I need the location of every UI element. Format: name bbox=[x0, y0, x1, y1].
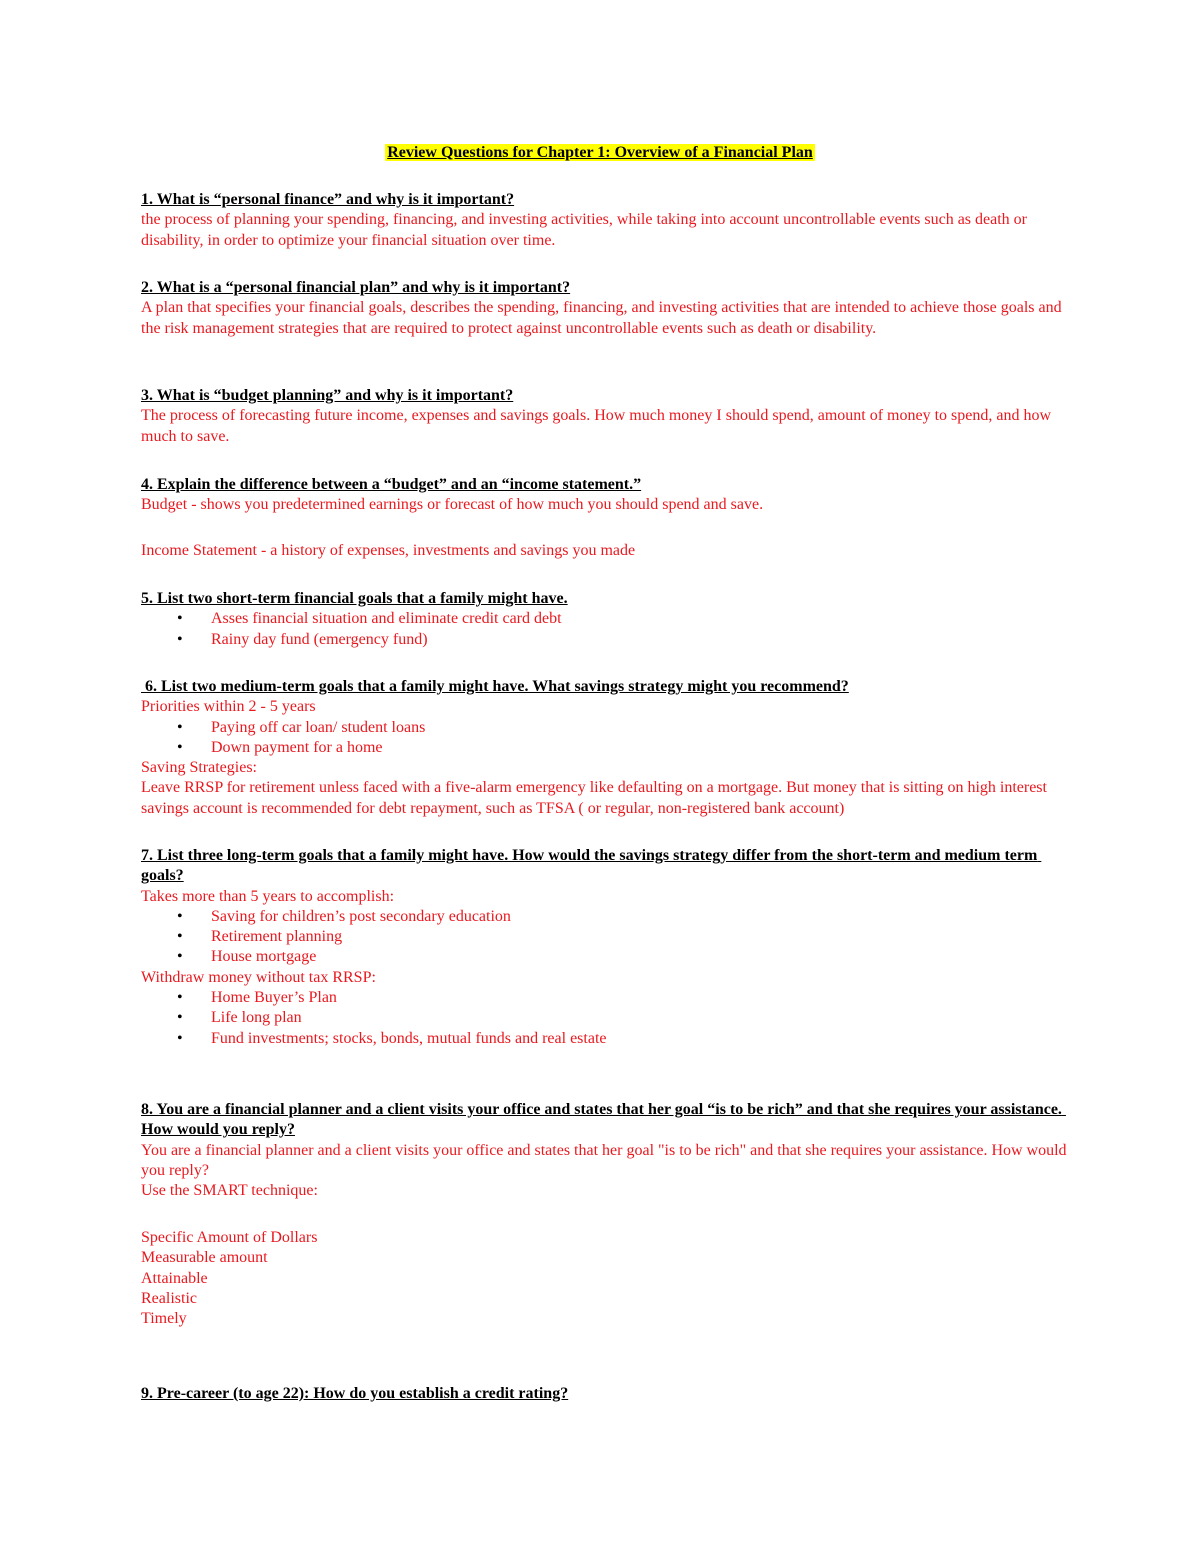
list-item: • Fund investments; stocks, bonds, mutual funds and real estate bbox=[177, 1029, 1071, 1049]
question-3-text: 3. What is “budget planning” and why is it important? bbox=[141, 387, 514, 404]
smart-item: Measurable amount bbox=[141, 1249, 268, 1267]
document-title-text: Review Questions for Chapter 1: Overview of a Financial Plan bbox=[387, 144, 813, 161]
smart-item: Realistic bbox=[141, 1289, 197, 1307]
list-item: • House mortgage bbox=[177, 947, 1071, 967]
question-4-text: 4. Explain the difference between a “budget” and an “income statement.” bbox=[141, 476, 642, 493]
question-7-text: 7. List three long-term goals that a family might have. How would the savings strategy differ from the short-term and medium term goals? bbox=[141, 847, 1042, 885]
question-5-text: 5. List two short-term financial goals that a family might have. bbox=[141, 590, 568, 607]
question-9 bbox=[141, 1384, 1071, 1404]
question-4 bbox=[141, 475, 1071, 516]
list-item: • Down payment for a home bbox=[177, 738, 1071, 758]
list-item: • Life long plan bbox=[177, 1008, 1071, 1028]
question-1 bbox=[141, 190, 1071, 251]
question-5 bbox=[141, 589, 1071, 650]
list-item: • Asses financial situation and eliminate credit card debt bbox=[177, 609, 1071, 629]
question-7-list bbox=[141, 907, 1071, 968]
answer-6-strategy: Leave RRSP for retirement unless faced with a five-alarm emergency like defaulting on a mortgage. But money that is sitting on high interest savings account is recommended for debt repayment, such as TFSA ( or regular, non-registered bank account) bbox=[141, 779, 1047, 817]
question-6 bbox=[141, 677, 1071, 819]
list-item: • Paying off car loan/ student loans bbox=[177, 718, 1071, 738]
answer-1-text: the process of planning your spending, financing, and investing activities, while taking into account uncontrollable events such as death or disability, in order to optimize your financial situation over time. bbox=[141, 211, 1027, 249]
list-item: • Retirement planning bbox=[177, 927, 1071, 947]
answer-3-text: The process of forecasting future income, expenses and savings goals. How much money I should spend, amount of money to spend, and how much to save. bbox=[141, 407, 1052, 445]
answer-7-intro: Takes more than 5 years to accomplish: bbox=[141, 887, 395, 905]
question-4-part-2 bbox=[141, 541, 1071, 561]
list-item: • Rainy day fund (emergency fund) bbox=[177, 630, 1071, 650]
question-3 bbox=[141, 386, 1071, 447]
question-7 bbox=[141, 846, 1071, 1049]
document-title bbox=[0, 143, 1200, 163]
answer-2-text: A plan that specifies your financial goals, describes the spending, financing, and investing activities that are intended to achieve those goals and the risk management strategies that are required to protect against uncontrollable events such as death or disability. bbox=[141, 299, 1062, 337]
smart-item: Timely bbox=[141, 1310, 187, 1328]
question-5-list bbox=[141, 609, 1071, 650]
question-8 bbox=[141, 1100, 1071, 1201]
answer-7-label2: Withdraw money without tax RRSP: bbox=[141, 968, 376, 986]
list-item: • Saving for children’s post secondary education bbox=[177, 907, 1071, 927]
question-7-list-2 bbox=[141, 988, 1071, 1049]
answer-6-intro: Priorities within 2 - 5 years bbox=[141, 698, 316, 716]
question-6-text: 6. List two medium-term goals that a family might have. What savings strategy might you recommend? bbox=[141, 678, 849, 695]
question-8-text: 8. You are a financial planner and a client visits your office and states that her goal “is to be rich” and that she requires your assistance. How would you reply? bbox=[141, 1101, 1066, 1139]
question-6-list bbox=[141, 718, 1071, 759]
smart-item: Attainable bbox=[141, 1269, 208, 1287]
answer-4-budget: Budget - shows you predetermined earnings or forecast of how much you should spend and save. bbox=[141, 496, 764, 514]
question-2-text: 2. What is a “personal financial plan” and why is it important? bbox=[141, 279, 571, 296]
answer-4-income-statement: Income Statement - a history of expenses, investments and savings you made bbox=[141, 542, 636, 559]
question-2 bbox=[141, 278, 1071, 339]
answer-6-strategy-label: Saving Strategies: bbox=[141, 759, 257, 777]
smart-item: Specific Amount of Dollars bbox=[141, 1229, 318, 1246]
answer-8-text: You are a financial planner and a client visits your office and states that her goal "is to be rich" and that she requires your assistance. How would you reply? bbox=[141, 1141, 1067, 1179]
smart-list bbox=[141, 1228, 1071, 1329]
list-item: • Home Buyer’s Plan bbox=[177, 988, 1071, 1008]
answer-8-technique: Use the SMART technique: bbox=[141, 1182, 318, 1200]
question-9-text: 9. Pre-career (to age 22): How do you establish a credit rating? bbox=[141, 1385, 569, 1402]
question-1-text: 1. What is “personal finance” and why is it important? bbox=[141, 191, 515, 208]
